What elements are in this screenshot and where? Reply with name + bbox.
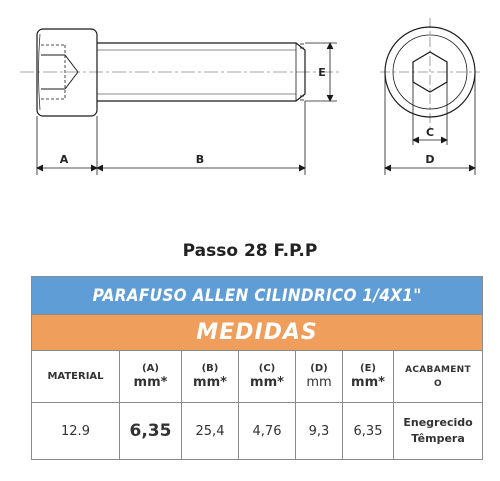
value-d: 9,3 <box>296 403 343 460</box>
header-material: MATERIAL <box>32 351 120 403</box>
value-material: 12.9 <box>32 403 120 460</box>
dimension-a-b <box>37 101 305 175</box>
header-c: (C) mm* <box>239 351 296 403</box>
label-e: E <box>318 66 326 79</box>
header-b: (B) mm* <box>182 351 239 403</box>
label-d: D <box>425 153 435 166</box>
value-finish: Enegrecido Têmpera <box>394 403 483 460</box>
label-b: B <box>195 153 205 166</box>
product-title-bar <box>32 277 483 315</box>
label-c: C <box>425 126 435 139</box>
end-view <box>380 18 480 175</box>
thread-pitch-title: Passo 28 F.P.P <box>182 241 318 261</box>
header-e: (E) mm* <box>343 351 394 403</box>
specs-table <box>31 276 483 460</box>
header-finish: ACABAMENT O <box>394 351 483 403</box>
value-b: 25,4 <box>182 403 239 460</box>
value-e: 6,35 <box>343 403 394 460</box>
section-bar <box>32 315 483 351</box>
technical-drawing <box>0 0 500 230</box>
label-a: A <box>59 153 69 166</box>
value-c: 4,76 <box>239 403 296 460</box>
section-title: MEDIDAS <box>196 320 318 345</box>
value-a: 6,35 <box>120 403 182 460</box>
product-title: PARAFUSO ALLEN CILINDRICO 1/4X1" <box>92 285 422 306</box>
screw-head <box>37 29 97 116</box>
header-a: (A) mm* <box>120 351 182 403</box>
header-d: (D) mm <box>296 351 343 403</box>
